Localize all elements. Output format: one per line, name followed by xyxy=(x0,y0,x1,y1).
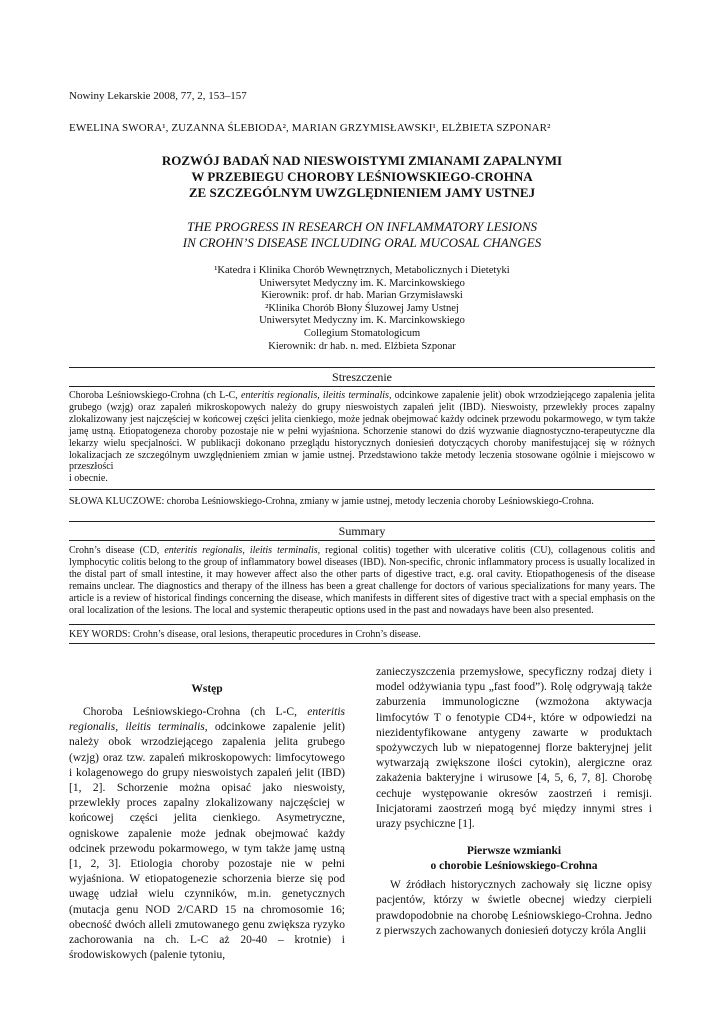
section-divider xyxy=(69,540,655,541)
affiliation-line: Uniwersytet Medyczny im. K. Marcinkowskiego xyxy=(259,315,465,327)
abstract-pl xyxy=(69,390,655,485)
section-heading-wstep: Wstęp xyxy=(191,683,223,695)
body-paragraph: zanieczyszczenia przemysłowe, specyficzny rodzaj diety i model odżywiania typu „fast food”). Rolę odgrywają także zaburzenia immunologiczne (wzmożona aktywacja limfocytów T o fenotypie CD4+, które w odpowiedzi na niezidentyfikowane antygeny zawarte w produktach spożywczych lub w niepatogennej florze bakteryjnej jelit wytwarzają zwiększone ilości cytokin), alergiczne oraz zakażenia bakteryjne i wirusowe [4, 5, 6, 7, 8]. Chorobę cechuje występowanie okresów zaostrzeń i remisji. Inicjatorami zaostrzeń mogą być między innymi stres i urazy psychiczne [1]. xyxy=(376,666,652,831)
affiliation-line: ¹Katedra i Klinika Chorób Wewnętrznych, Metabolicznych i Dietetyki xyxy=(214,265,510,276)
section-divider xyxy=(69,386,655,387)
title-english xyxy=(69,219,655,251)
body-paragraph: W źródłach historycznych zachowały się liczne opisy pacjentów, którzy w świetle obecnej wiedzy cierpieli prawdopodobnie na chorobę Leśniowskiego-Crohna. Jedno z pierwszych zachowanych doniesień dotyczy króla Anglii xyxy=(376,879,652,937)
section-divider xyxy=(69,624,655,625)
title-english-line: IN CROHN’S DISEASE INCLUDING ORAL MUCOSAL CHANGES xyxy=(182,235,542,250)
abstract-en-italic: enteritis regionalis, ileitis terminalis xyxy=(164,545,318,556)
affiliation-line: Uniwersytet Medyczny im. K. Marcinkowskiego xyxy=(259,277,465,289)
body-lead: Choroba Leśniowskiego-Crohna (ch L-C, xyxy=(83,706,308,718)
keywords-en: KEY WORDS: Crohn’s disease, oral lesions, therapeutic procedures in Crohn’s disease. xyxy=(69,629,421,640)
author-list: EWELINA SWORA¹, ZUZANNA ŚLEBIODA², MARIAN GRZYMISŁAWSKI¹, ELŻBIETA SZPONAR² xyxy=(69,122,551,134)
affiliation-line: Kierownik: prof. dr hab. Marian Grzymisławski xyxy=(261,290,463,302)
section-heading-first-mentions xyxy=(376,844,652,874)
title-polish-line: W PRZEBIEGU CHOROBY LEŚNIOWSKIEGO-CROHNA xyxy=(191,169,533,184)
abstract-en-body: , regional colitis) together with ulcerative colitis (CU), collagenous colitis and lymphocytic colitis belong to the group of inflammatory bowel diseases (IBD). Non-specific, chronic inflammatory process is usually localized in the distal part of small intestine, it may however affect also the other parts of digestive tract, e.g. oral cavity. Etiopathogenesis of the disease remains unclear. The diagnostics and therapy of the illness has been a great challenge for doctors of various specializations for many years. The article is a review of historical findings concerning the disease, which manifests in different sites of digestive tract with a special emphasis on the oral localization of the lesions. The local and systemic therapeutic options used in the past and nowadays have been also presented. xyxy=(69,545,655,616)
section-heading-line: o chorobie Leśniowskiego-Crohna xyxy=(430,860,598,873)
left-column xyxy=(69,682,345,963)
section-heading-line: Pierwsze wzmianki xyxy=(466,845,562,858)
section-divider xyxy=(69,489,655,490)
section-divider xyxy=(69,643,655,644)
keywords-pl: SŁOWA KLUCZOWE: choroba Leśniowskiego-Crohna, zmiany w jamie ustnej, metody leczenia choroby Leśniowskiego-Crohna. xyxy=(69,496,594,507)
abstract-en xyxy=(69,545,655,616)
body-italic: enteritis regionalis, ileitis terminalis xyxy=(69,706,345,734)
section-divider xyxy=(69,521,655,522)
affiliation-line: Kierownik: dr hab. n. med. Elżbieta Szponar xyxy=(268,340,456,352)
title-polish-line: ZE SZCZEGÓLNYM UWZGLĘDNIENIEM JAMY USTNEJ xyxy=(188,185,536,200)
abstract-pl-body: , odcinkowe zapalenie jelit) obok wrzodziejącego zapalenia jelita grubego (wzjg) oraz zapaleń mikroskopowych należy do grupy nieswoistych zapaleń jelit (IBD). Nieswoisty, przewlekły proces zapalny zlokalizowany jest najczęściej w końcowej części jelita cienkiego, może jednak obejmować każdy odcinek przewodu pokarmowego, w tym także jamę ustną. Etiopatogeneza choroby pozostaje nie w pełni wyjaśniona. Schorzenie stanowi do dziś wyzwanie diagnostyczno-terapeutyczne dla lekarzy wielu specjalności. W publikacji dokonano przeglądu historycznych doniesień dotyczących choroby manifestującej się w różnych lokalizacjach ze szczególnym uwzględnieniem zmian w jamie ustnej. Przedstawiono także metody leczenia stosowane ogólnie i miejscowo w przeszłości xyxy=(69,390,655,473)
abstract-pl-tail: i obecnie. xyxy=(69,473,108,485)
abstract-heading-pl: Streszczenie xyxy=(332,370,392,384)
body-paragraph xyxy=(69,705,345,963)
abstract-heading-en: Summary xyxy=(338,524,386,538)
affiliations xyxy=(69,265,655,353)
abstract-pl-lead: Choroba Leśniowskiego-Crohna (ch L-C, xyxy=(69,390,242,401)
journal-reference: Nowiny Lekarskie 2008, 77, 2, 153–157 xyxy=(69,90,247,102)
title-english-line: THE PROGRESS IN RESEARCH ON INFLAMMATORY LESIONS xyxy=(186,219,538,234)
right-column xyxy=(376,665,652,939)
affiliation-line: ²Klinika Chorób Błony Śluzowej Jamy Ustnej xyxy=(265,302,459,314)
body-text: , odcinkowe zapalenie jelit) należy obok wrzodziejącego zapalenia jelita grubego (wzjg) oraz tzw. zapaleń mikroskopowych: limfocytowego i kolagenowego do grupy nieswoistych zapaleń jelit (IBD) [1, 2]. Schorzenie można opisać jako nieswoisty, przewlekły proces zapalny zlokalizowany najczęściej w końcowej części jelita cienkiego. Asymetryczne, ogniskowe zapalenie może jednak obejmować każdy odcinek przewodu pokarmowego, w tym także jamę ustną [1, 2, 3]. Etiologia choroby pozostaje nie w pełni wyjaśniona. W etiopatogenezie schorzenia bierze się pod uwagę udział wielu czynników, m.in. genetycznych (mutacja genu NOD 2/CARD 15 na chromosomie 16; obecność dwóch alleli zmutowanego genu zwiększa ryzyko zachorowania na ch. L-C aż 20-40 – krotnie) i środowiskowych (palenie tytoniu, xyxy=(69,721,345,962)
title-polish xyxy=(69,153,655,201)
affiliation-line: Collegium Stomatologicum xyxy=(303,327,421,339)
abstract-en-lead: Crohn’s disease (CD, xyxy=(69,545,165,556)
section-divider xyxy=(69,367,655,368)
title-polish-line: ROZWÓJ BADAŃ NAD NIESWOISTYMI ZMIANAMI ZAPALNYMI xyxy=(161,153,563,168)
abstract-pl-italic: enteritis regionalis, ileitis terminalis xyxy=(241,390,389,401)
